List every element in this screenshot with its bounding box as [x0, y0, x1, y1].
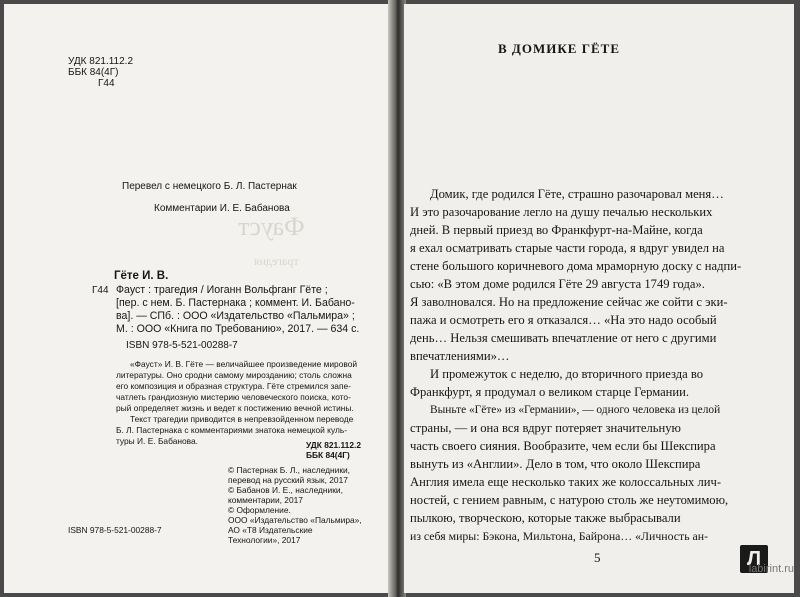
annotation-line: «Фауст» И. В. Гёте — величайшее произведение мировой: [130, 359, 358, 369]
text-line: Я заволновался. Но на предложение сейчас же сойти с эки-: [410, 295, 728, 309]
page-number: 5: [594, 550, 601, 565]
biblio-line: М. : ООО «Книга по Требованию», 2017. — 634 с.: [116, 323, 360, 335]
labirint-logo: Л: [740, 545, 768, 573]
text-line: Домик, где родился Гёте, страшно разочаровал меня…: [430, 187, 724, 201]
bbk-small: ББК 84(4Г): [306, 450, 350, 460]
biblio-line: [пер. с нем. Б. Пастернака ; коммент. И. Бабано-: [116, 297, 355, 309]
udk-small: УДК 821.112.2: [306, 440, 361, 450]
annotation-line: туры И. Е. Бабанова.: [116, 436, 198, 446]
copyright-line: © Пастернак Б. Л., наследники,: [228, 465, 351, 475]
text-line: страны, — и она вся вдруг потеряет значительную: [410, 421, 681, 435]
biblio-line: Фауст : трагедия / Иоганн Вольфганг Гёте ;: [116, 284, 328, 296]
text-line: часть своего сияния. Вообразите, чем если бы Шекспира: [410, 439, 716, 453]
annotation-line: рый определяет жизнь и ведет к постижению вечной истины.: [116, 403, 354, 413]
right-page: [404, 4, 794, 593]
text-line: стене большого коричневого дома мраморную доску с надпи-: [410, 259, 742, 273]
bbk-label: ББК 84(4Г): [68, 67, 119, 78]
ghost-subtitle: трагедия: [254, 254, 299, 268]
text-line: пылкою, творческою, которые также выбрасывали: [410, 511, 681, 525]
text-line: И промежуток с неделю, до вторичного приезда во: [430, 367, 704, 381]
left-page: [4, 4, 390, 593]
udk-label: УДК 821.112.2: [68, 56, 134, 67]
translator-line: Перевел с немецкого Б. Л. Пастернак: [122, 181, 297, 192]
copyright-line: © Бабанов И. Е., наследники,: [228, 485, 343, 495]
commentary-line: Комментарии И. Е. Бабанова: [154, 203, 290, 214]
annotation-line: Б. Л. Пастернака с комментариями знатока немецкой куль-: [116, 425, 347, 435]
text-line: я ехал осматривать старые части города, я вдруг увидел на: [410, 241, 725, 255]
g44-side-label: Г44: [92, 285, 109, 296]
author-heading: Гёте И. В.: [114, 270, 169, 282]
text-line: впечатлениями»…: [410, 349, 510, 363]
isbn-bottom: ISBN 978-5-521-00288-7: [68, 525, 162, 535]
copyright-line: ООО «Издательство «Пальмира»,: [228, 515, 362, 525]
copyright-line: АО «Т8 Издательские: [228, 525, 313, 535]
text-line: сью: «В этом доме родился Гёте 29 августа 1749 года».: [410, 277, 705, 291]
ghost-title: Фауст: [238, 212, 305, 241]
chapter-heading: В ДОМИКЕ ГЁТЕ: [498, 41, 620, 56]
text-line: вынуть из «Англии». Дело в том, что около Шекспира: [410, 457, 701, 471]
text-line: Англия имела еще несколько таких же колоссальных лич-: [410, 475, 722, 489]
copyright-line: перевод на русский язык, 2017: [228, 475, 348, 485]
biblio-line: ва]. — СПб. : ООО «Издательство «Пальмира» ;: [116, 310, 355, 322]
labirint-logo-text: labirint.ru: [748, 563, 794, 575]
text-line: Франкфурт, я продумал о великом старце Германии.: [410, 385, 690, 399]
annotation-line: Текст трагедии приводится в непревзойденном переводе: [130, 414, 354, 424]
text-line: ностей, с гением равным, с натурою столь же неутомимою,: [410, 493, 729, 507]
text-line: дней. В первый приезд во Франкфурт-на-Майне, когда: [410, 223, 703, 237]
annotation-line: литературы. Оно сродни самому мирозданию; столь сложна: [116, 370, 352, 380]
text-line: Выньте «Гёте» из «Германии», — одного человека из целой: [430, 404, 721, 416]
annotation-line: чатлеть грандиозную мистерию человеческого поиска, кото-: [116, 392, 351, 402]
annotation-line: его композиция и образная структура. Гёте стремился запе-: [116, 381, 351, 391]
text-line: из себя миры: Бэкона, Мильтона, Байрона… «Личность ан-: [410, 529, 708, 543]
text-line: И это разочарование легло на душу печалью нескольких: [410, 205, 713, 219]
copyright-line: комментарии, 2017: [228, 495, 303, 505]
g44-top-label: Г44: [98, 78, 115, 89]
isbn-main: ISBN 978-5-521-00288-7: [126, 340, 238, 351]
text-line: день… Нельзя смешивать впечатление от него с другими: [410, 331, 717, 345]
copyright-line: © Оформление.: [228, 505, 291, 515]
text-line: пажа и осмотреть его я отказался… «На это надо особый: [410, 313, 717, 327]
copyright-line: Технологии», 2017: [228, 535, 301, 545]
